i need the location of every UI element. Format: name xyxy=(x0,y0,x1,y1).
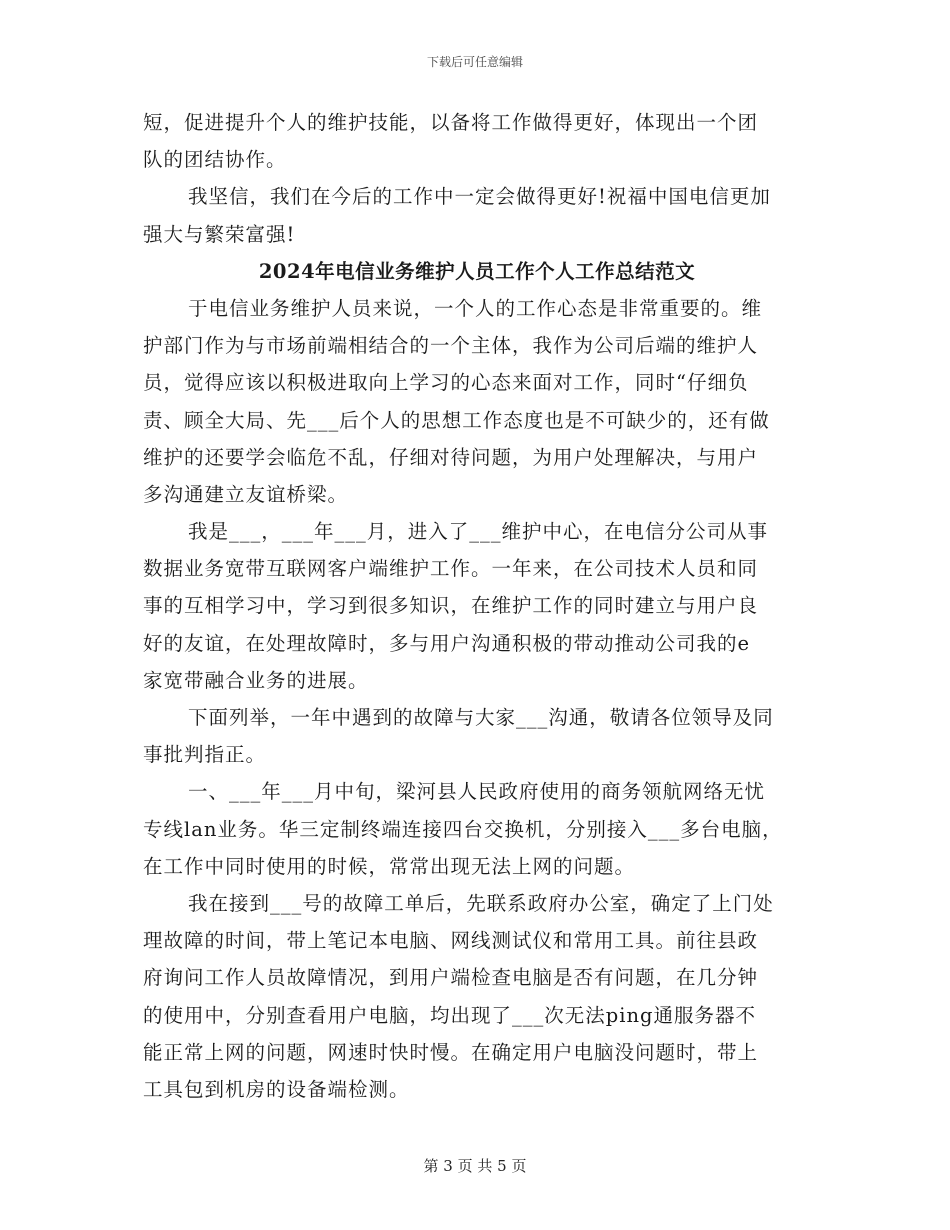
text-line: 队的团结协作。 xyxy=(143,148,287,172)
section-title: 2024年电信业务维护人员工作个人工作总结范文 xyxy=(258,259,696,283)
text-line: 于电信业务维护人员来说，一个人的工作心态是非常重要的。维 xyxy=(188,296,763,320)
text-line: 员，觉得应该以积极进取向上学习的心态来面对工作，同时“仔细负 xyxy=(143,371,749,395)
text-line: 多沟通建立友谊桥梁。 xyxy=(143,482,349,506)
text-line: 数据业务宽带互联网客户端维护工作。一年来，在公司技术人员和同 xyxy=(143,557,759,581)
text-line: 事的互相学习中，学习到很多知识，在维护工作的同时建立与用户良 xyxy=(143,594,759,618)
text-line: 一、___年___月中旬，梁河县人民政府使用的商务领航网络无忧 xyxy=(188,780,766,804)
text-line: 责、顾全大局、先___后个人的思想工作态度也是不可缺少的，还有做 xyxy=(143,408,770,432)
text-line: 事批判指正。 xyxy=(143,743,267,767)
page-header-note: 下载后可任意编辑 xyxy=(426,55,523,69)
text-line: 短，促进提升个人的维护技能，以备将工作做得更好，体现出一个团 xyxy=(143,111,759,134)
text-line: 我坚信，我们在今后的工作中一定会做得更好!祝福中国电信更加 xyxy=(188,185,771,209)
text-line: 我在接到___号的故障工单后，先联系政府办公室，确定了上门处 xyxy=(188,891,774,915)
text-line: 专线lan业务。华三定制终端连接四台交换机，分别接入___多台电脑， xyxy=(143,817,783,841)
text-line: 强大与繁荣富强! xyxy=(143,222,296,246)
text-line: 家宽带融合业务的进展。 xyxy=(143,668,369,692)
text-line: 能正常上网的问题，网速时快时慢。在确定用户电脑没问题时，带上 xyxy=(143,1040,759,1064)
text-line: 护部门作为与市场前端相结合的一个主体，我作为公司后端的维护人 xyxy=(143,334,759,358)
page-footer-number: 第 3 页 共 5 页 xyxy=(423,1157,527,1175)
text-line: 维护的还要学会临危不乱，仔细对待问题，为用户处理解决，与用户 xyxy=(143,445,759,469)
text-line: 的使用中，分别查看用户电脑，均出现了___次无法ping通服务器不 xyxy=(143,1003,757,1027)
text-line: 在工作中同时使用的时候，常常出现无法上网的问题。 xyxy=(143,854,636,878)
text-line: 我是___，___年___月，进入了___维护中心，在电信分公司从事 xyxy=(188,520,769,544)
text-line: 好的友谊，在处理故障时，多与用户沟通积极的带动推动公司我的e xyxy=(143,631,751,655)
document-body xyxy=(143,104,811,1108)
text-line: 下面列举，一年中遇到的故障与大家___沟通，敬请各位领导及同 xyxy=(188,706,774,729)
text-line: 工具包到机房的设备端检测。 xyxy=(143,1077,410,1101)
text-line: 府询问工作人员故障情况，到用户端检查电脑是否有问题，在几分钟 xyxy=(143,966,759,990)
text-line: 理故障的时间，带上笔记本电脑、网线测试仪和常用工具。前往县政 xyxy=(143,929,759,953)
